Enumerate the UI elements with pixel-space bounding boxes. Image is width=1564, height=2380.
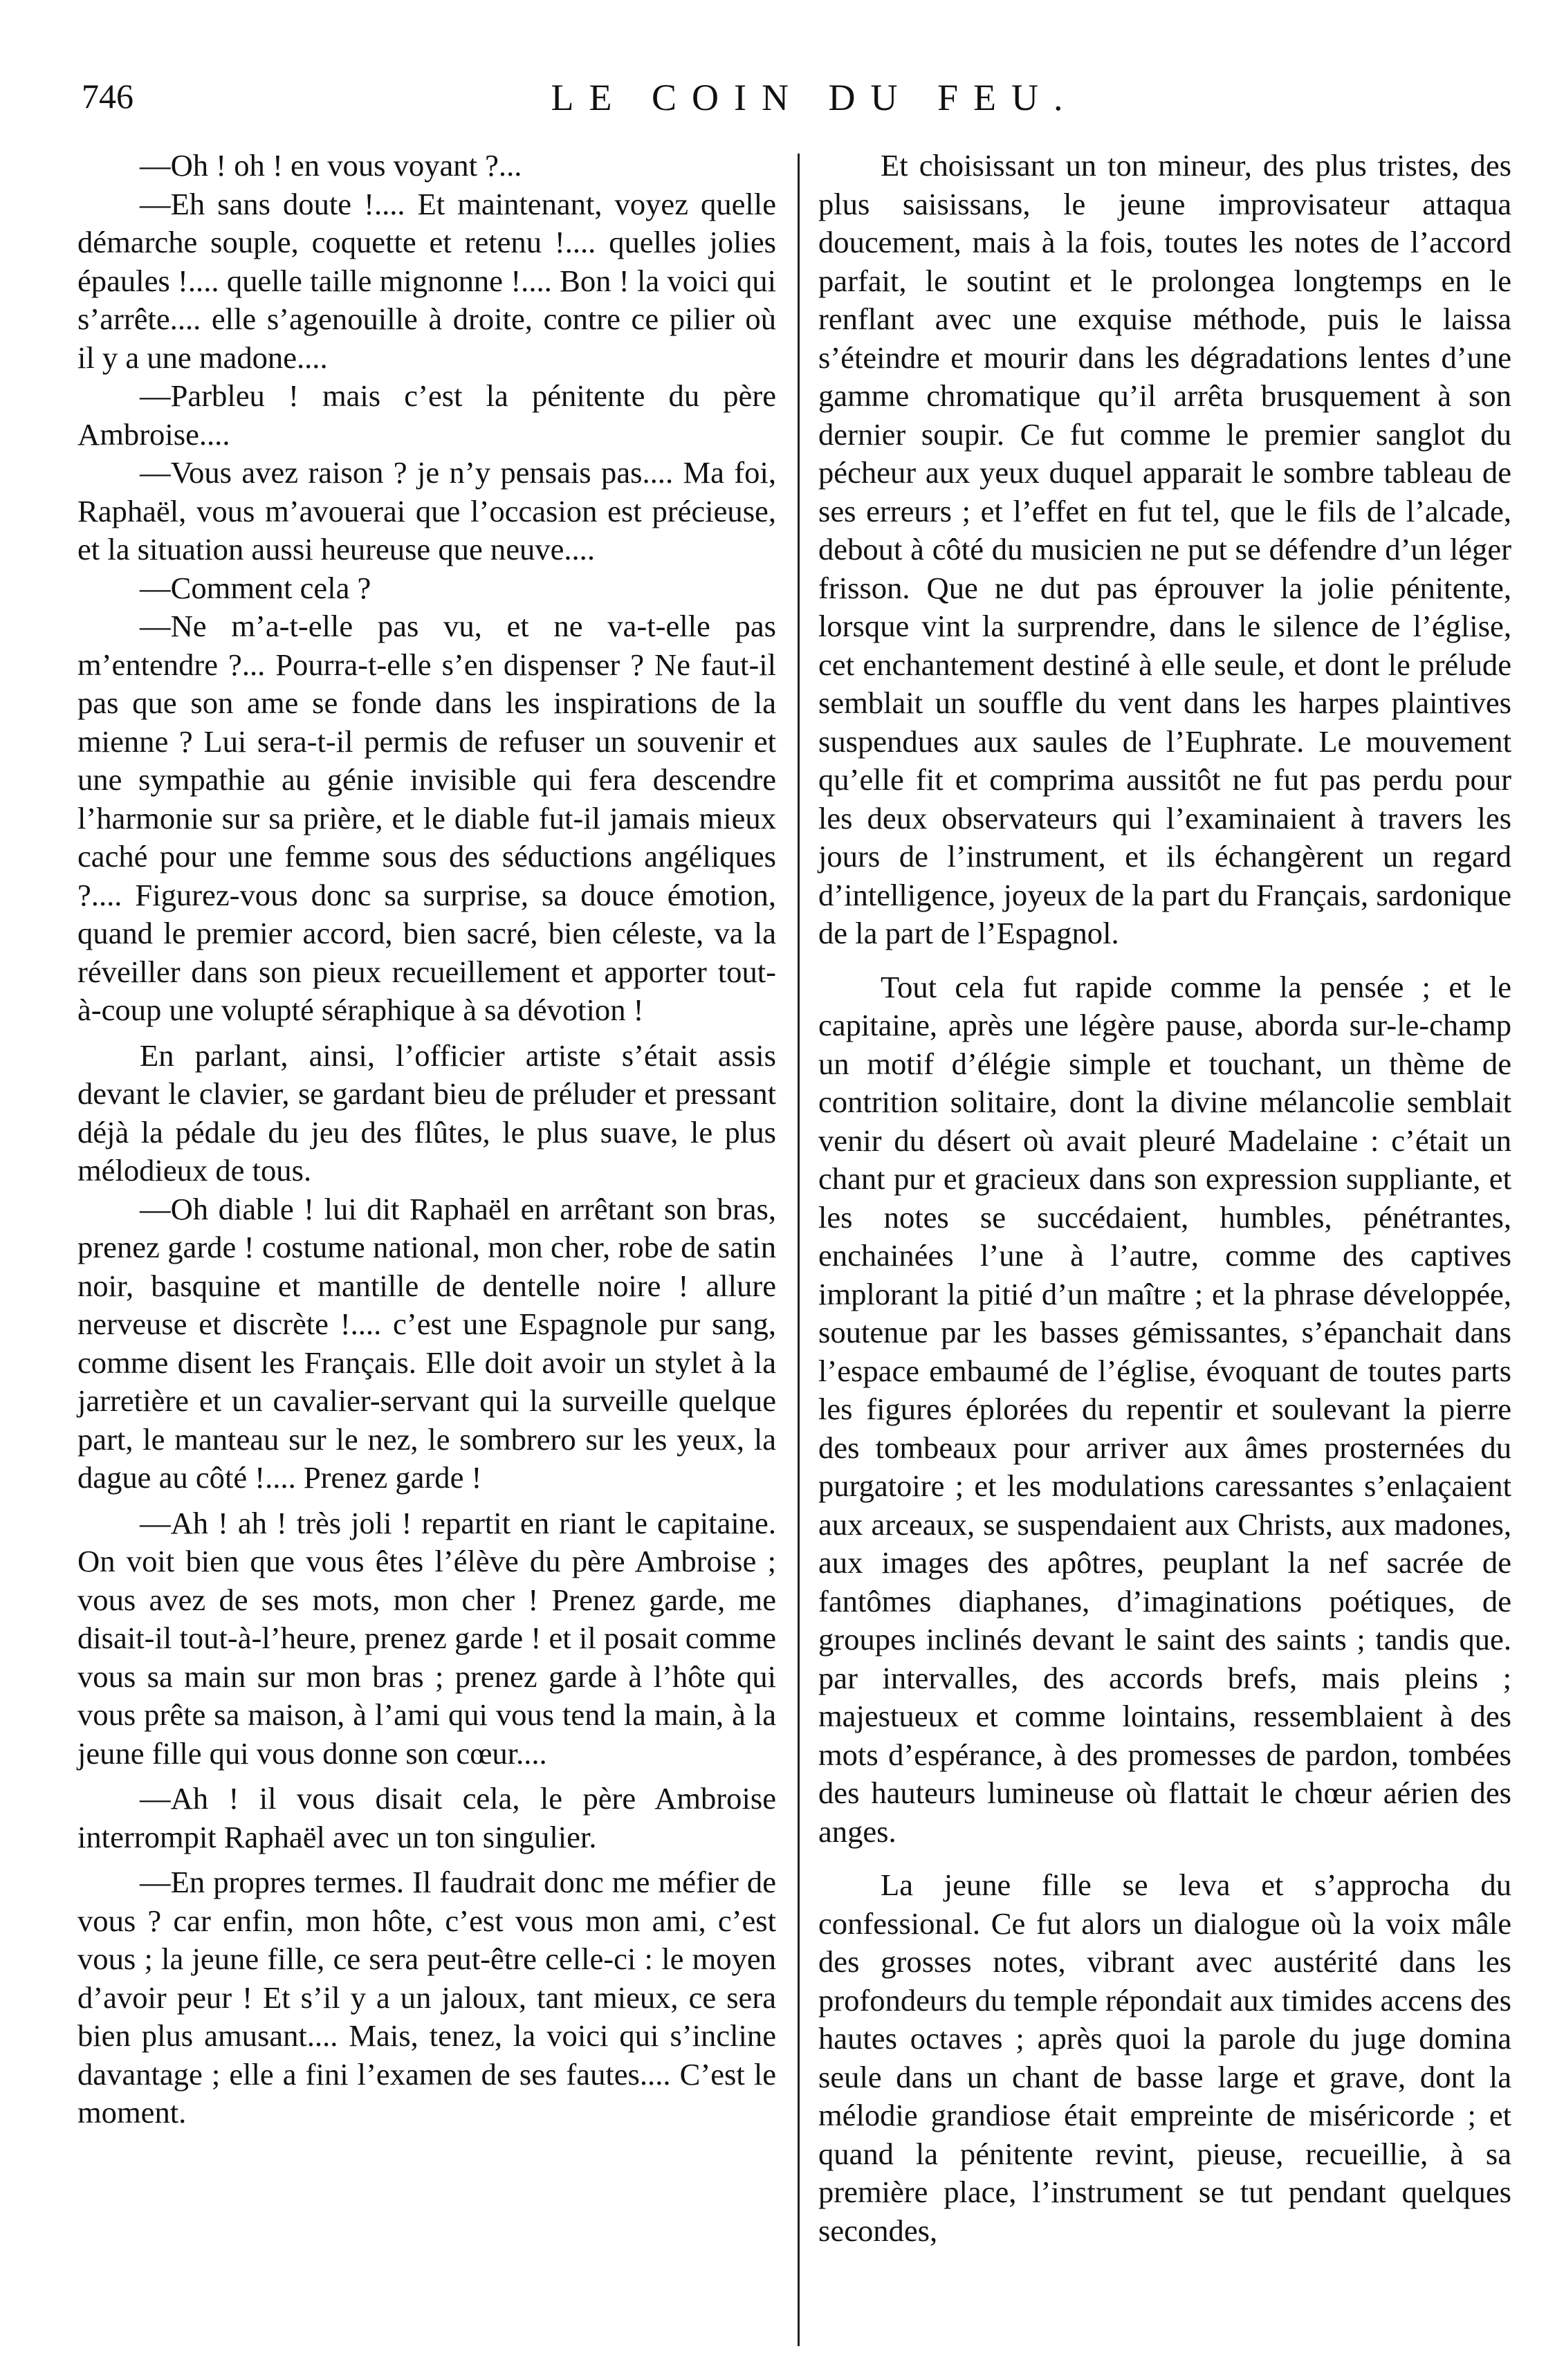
paragraph: —Eh sans doute !.... Et maintenant, voyez quelle démarche souple, coquette et retenu !.... quelles jolies épaules !.... quelle taille mignonne !.... Bon ! la voici qui s’arrête.... elle s’agenouille à droite, contre ce pilier où il y a une madone....: [77, 186, 776, 375]
paragraph: La jeune fille se leva et s’approcha du confessional. Ce fut alors un dialogue où la voix mâle des grosses notes, vibrant avec austérité dans les profondeurs du temple répondait aux timides accens des hautes octaves ; après quoi la parole du juge domina seule dans un chant de basse large et grave, dont la mélodie grandiose était empreinte de miséricorde ; et quand la pénitente revint, pieuse, recueillie, à sa première place, l’instrument se tut pendant quelques secondes,: [818, 1867, 1511, 2248]
paragraph: —Ah ! il vous disait cela, le père Ambroise interrompit Raphaël avec un ton singulier.: [77, 1781, 776, 1854]
column-divider: [798, 154, 800, 2346]
paragraph: En parlant, ainsi, l’officier artiste s’était assis devant le clavier, se gardant bieu de préluder et pressant déjà la pédale du jeu des flûtes, le plus suave, le plus mélodieux de tous.: [77, 1037, 776, 1188]
right-column: [818, 147, 1511, 2250]
paragraph: Tout cela fut rapide comme la pensée ; et le capitaine, après une légère pause, aborda sur-le-champ un motif d’élégie simple et touchant, un thème de contrition solitaire, dont la divine mélancolie semblait venir du désert où avait pleuré Madelaine : c’était un chant pur et gracieux dans son expression suppliante, et les notes se succédaient, humbles, pénétrantes, enchainées l’une à l’autre, comme des captives implorant la pitié d’un maître ; et la phrase développée, soutenue par les basses gémissantes, s’épanchait dans l’espace embaumé de l’église, évoquant de toutes parts les figures éplorées du repentir et soulevant la pierre des tombeaux pour arriver aux âmes prosternées du purgatoire ; et les modulations caressantes s’enlaçaient aux arceaux, se suspendaient aux Christs, aux madones, aux images des apôtres, peuplant la nef sacrée de fantômes diaphanes, d’imaginations poétiques, de groupes inclinés devant le saint des saints ; tandis que. par intervalles, des accords brefs, mais pleins ; majestueux et comme lointains, ressemblaient à des mots d’espérance, à des promesses de pardon, tombées des hauteurs lumineuse où flattait le chœur aérien des anges.: [818, 969, 1511, 1849]
paragraph: —En propres termes. Il faudrait donc me méfier de vous ? car enfin, mon hôte, c’est vous mon ami, c’est vous ; la jeune fille, ce sera peut-être celle-ci : le moyen d’avoir peur ! Et s’il y a un jaloux, tant mieux, ce sera bien plus amusant.... Mais, tenez, la voici qui s’incline davantage ; elle a fini l’examen de ses fautes.... C’est le moment.: [77, 1865, 776, 2130]
page-number: 746: [82, 77, 134, 116]
page-header: [82, 76, 1506, 131]
paragraph: —Ah ! ah ! très joli ! repartit en riant le capitaine. On voit bien que vous êtes l’élève du père Ambroise ; vous avez de ses mots, mon cher ! Prenez garde, me disait-il tout-à-l’heure, prenez garde ! et il posait comme vous sa main sur mon bras ; prenez garde à l’hôte qui vous prête sa maison, à l’ami qui vous tend la main, à la jeune fille qui vous donne son cœur....: [77, 1505, 776, 1771]
paragraph: —Ne m’a-t-elle pas vu, et ne va-t-elle pas m’entendre ?... Pourra-t-elle s’en dispenser ? Ne faut-il pas que son ame se fonde dans les inspirations de la mienne ? Lui sera-t-il permis de refuser un souvenir et une sympathie au génie invisible qui fera descendre l’harmonie sur sa prière, et le diable fut-il jamais mieux caché pour une femme sous des séductions angéliques ?.... Figurez-vous donc sa surprise, sa douce émotion, quand le premier accord, bien sacré, bien céleste, va la réveiller dans son pieux recueillement et apporter tout-à-coup une volupté séraphique à sa dévotion !: [77, 609, 776, 1027]
paragraph: —Oh diable ! lui dit Raphaël en arrêtant son bras, prenez garde ! costume national, mon cher, robe de satin noir, basquine et mantille de dentelle noire ! allure nerveuse et discrète !.... c’est une Espagnole pur sang, comme disent les Français. Elle doit avoir un stylet à la jarretière et un cavalier-servant qui la surveille quelque part, le manteau sur le nez, le sombrero sur les yeux, la dague au côté !.... Prenez garde !: [77, 1191, 776, 1495]
left-column: [77, 147, 776, 2132]
paragraph: —Parbleu ! mais c’est la pénitente du père Ambroise....: [77, 378, 776, 452]
paragraph: —Oh ! oh ! en vous voyant ?...: [140, 148, 522, 183]
paragraph: —Vous avez raison ? je n’y pensais pas.... Ma foi, Raphaël, vous m’avouerai que l’occasion est précieuse, et la situation aussi heureuse que neuve....: [77, 455, 776, 566]
running-title: LE COIN DU FEU.: [551, 77, 1078, 118]
paragraph: —Comment cela ?: [140, 570, 371, 605]
paragraph: Et choisissant un ton mineur, des plus tristes, des plus saisissans, le jeune improvisateur attaqua doucement, mais à la fois, toutes les notes de l’accord parfait, le soutint et le prolongea longtemps en le renflant avec une exquise méthode, puis le laissa s’éteindre et mourir dans les dégradations lentes d’une gamme chromatique qu’il arrêta brusquement à son dernier soupir. Ce fut comme le premier sanglot du pécheur aux yeux duquel apparait le sombre tableau de ses erreurs ; et l’effet en fut tel, que le fils de l’alcade, debout à côté du musicien ne put se défendre d’un léger frisson. Que ne dut pas éprouver la jolie pénitente, lorsque vint la surprendre, dans le silence de l’église, cet enchantement destiné à elle seule, et dont le prélude semblait un souffle du vent dans les harpes plaintives suspendues aux saules de l’Euphrate. Le mouvement qu’elle fit et comprima aussitôt ne fut pas perdu pour les deux observateurs qui l’examinaient à travers les jours de l’instrument, et ils échangèrent un regard d’intelligence, joyeux de la part du Français, sardonique de la part de l’Espagnol.: [818, 148, 1511, 950]
